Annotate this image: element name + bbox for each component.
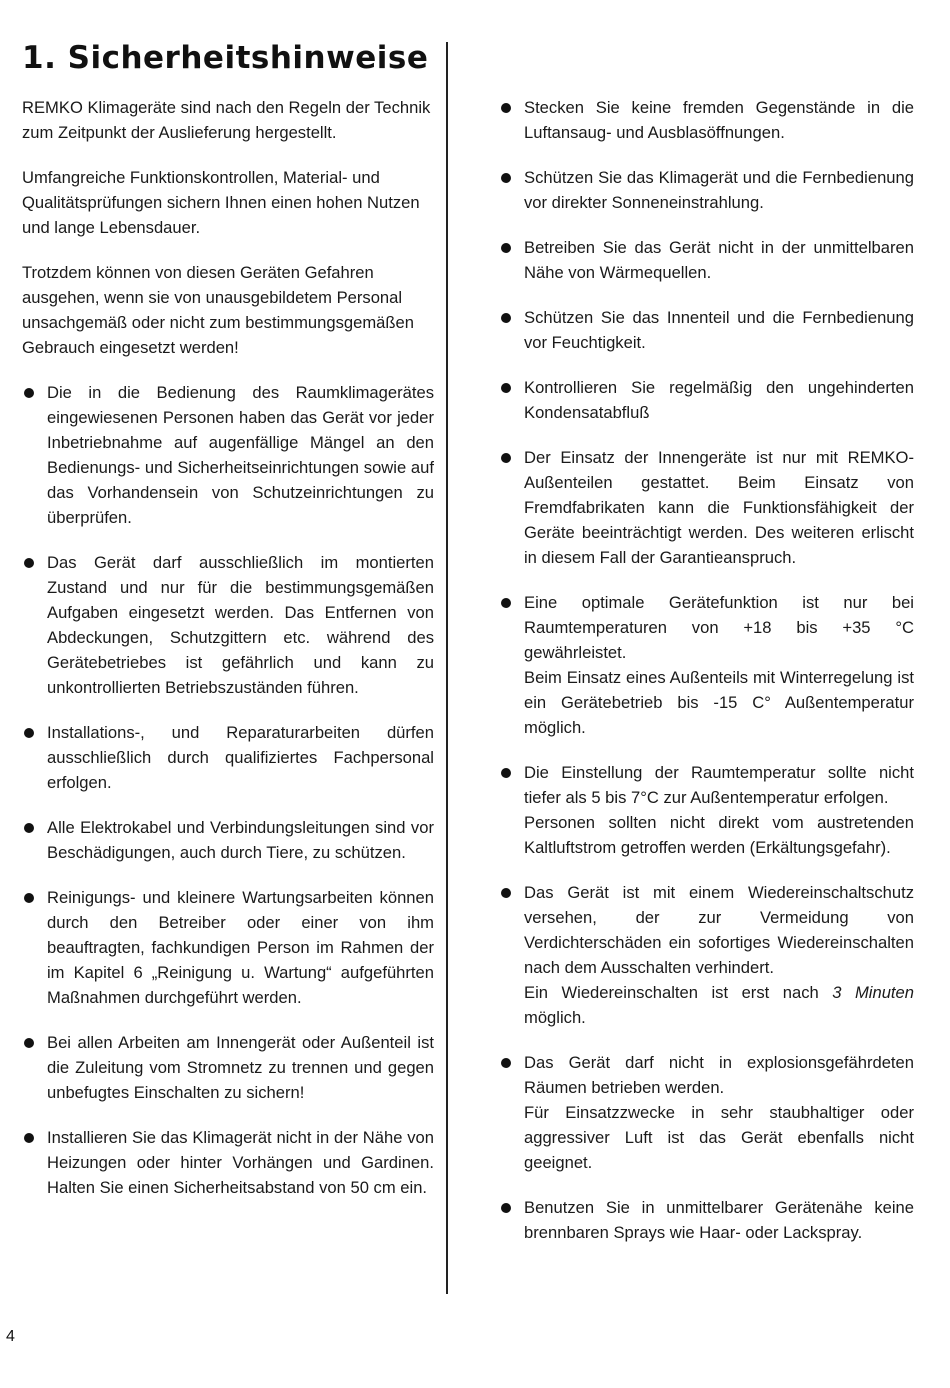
bullet-icon: [501, 313, 511, 323]
list-item-text: Für Einsatzzwecke in sehr staubhaltiger oder aggressiver Luft ist das Gerät ebenfalls nicht geeignet.: [524, 1103, 914, 1172]
list-item-text: Benutzen Sie in unmittelbarer Gerätenähe keine brennbaren Sprays wie Haar- oder Lackspray.: [524, 1198, 914, 1242]
list-item-text: Das Gerät darf ausschließlich im montierten Zustand und nur für die bestimmungsgemäßen Aufgaben eingesetzt werden. Das Entfernen von Abdeckungen, Schutzgittern etc. während des Gerätebetriebes ist gefährlich und kann zu unkontrollierten Betriebszuständen führen.: [47, 553, 434, 697]
list-item-text: Stecken Sie keine fremden Gegenstände in die Luftansaug- und Ausblasöffnungen.: [524, 98, 914, 142]
intro-paragraph: Trotzdem können von diesen Geräten Gefahren ausgehen, wenn sie von unausgebildetem Personal unsachgemäß oder nicht zum bestimmungsgemäßen Gebrauch eingesetzt werden!: [22, 263, 414, 357]
bullet-icon: [501, 598, 511, 608]
list-item: [499, 760, 914, 860]
list-item-text: Bei allen Arbeiten am Innengerät oder Außenteil ist die Zuleitung vom Stromnetz zu trennen und gegen unbefugtes Einschalten zu sichern!: [47, 1033, 434, 1102]
list-item-text: Installations-, und Reparaturarbeiten dürfen ausschließlich durch qualifiziertes Fachpersonal erfolgen.: [47, 723, 434, 792]
list-item: [22, 885, 434, 1010]
list-item: [22, 1030, 434, 1105]
list-item-text: Schützen Sie das Klimagerät und die Fernbedienung vor direkter Sonneneinstrahlung.: [524, 168, 914, 212]
list-item: [499, 235, 914, 285]
bullet-icon: [24, 728, 34, 738]
list-item-text: Kontrollieren Sie regelmäßig den ungehinderten Kondensatabfluß: [524, 378, 914, 422]
list-item: [22, 815, 434, 865]
list-item: [499, 880, 914, 1030]
list-item-text: Alle Elektrokabel und Verbindungsleitungen sind vor Beschädigungen, auch durch Tiere, zu schützen.: [47, 818, 434, 862]
intro-paragraph: Umfangreiche Funktionskontrollen, Material- und Qualitätsprüfungen sichern Ihnen einen hohen Nutzen und lange Lebensdauer.: [22, 168, 420, 237]
list-item: [22, 550, 434, 700]
list-item-text: Die Einstellung der Raumtemperatur sollte nicht tiefer als 5 bis 7°C zur Außentemperatur erfolgen.: [524, 763, 914, 807]
page-title: 1. Sicherheitshinweise: [22, 40, 429, 76]
bullet-icon: [501, 1203, 511, 1213]
bullet-icon: [24, 1133, 34, 1143]
left-bullet-list: [22, 380, 434, 1200]
bullet-icon: [24, 388, 34, 398]
list-item-text: Schützen Sie das Innenteil und die Fernbedienung vor Feuchtigkeit.: [524, 308, 914, 352]
list-item: [499, 1195, 914, 1245]
list-item-text: Der Einsatz der Innengeräte ist nur mit REMKO-Außenteilen gestattet. Beim Einsatz von Fremdfabrikaten kann die Funktionsfähigkeit der Geräte beeinträchtigt werden. Des weiteren erlischt in diesem Fall der Garantieanspruch.: [524, 448, 914, 567]
list-item: [499, 590, 914, 740]
bullet-icon: [501, 383, 511, 393]
bullet-icon: [501, 103, 511, 113]
bullet-icon: [24, 823, 34, 833]
column-divider: [446, 42, 448, 1294]
bullet-icon: [501, 243, 511, 253]
list-item: [499, 1050, 914, 1175]
list-item: [499, 305, 914, 355]
list-item-text: Beim Einsatz eines Außenteils mit Winterregelung ist ein Gerätebetrieb bis -15 C° Außentemperatur möglich.: [524, 668, 914, 737]
list-item: [22, 720, 434, 795]
bullet-icon: [501, 1058, 511, 1068]
list-item: [499, 165, 914, 215]
restart-delay: 3 Minuten: [832, 983, 914, 1002]
list-item-text: Das Gerät ist mit einem Wiedereinschaltschutz versehen, der zur Vermeidung von Verdichterschäden ein sofortiges Wiedereinschalten nach dem Ausschalten verhindert.: [524, 883, 914, 977]
left-column: [22, 95, 434, 1220]
list-item: [499, 375, 914, 425]
list-item-text: [524, 980, 914, 1030]
list-item-text: Reinigungs- und kleinere Wartungsarbeiten können durch den Betreiber oder einer von ihm beauftragten, fachkundigen Person im Rahmen der im Kapitel 6 „Reinigung u. Wartung“ aufgeführten Maßnahmen durchgeführt werden.: [47, 888, 434, 1007]
intro-paragraph: REMKO Klimageräte sind nach den Regeln der Technik zum Zeitpunkt der Auslieferung hergestellt.: [22, 98, 431, 142]
restart-text-end: möglich.: [524, 1008, 586, 1027]
list-item: [22, 1125, 434, 1200]
bullet-icon: [24, 558, 34, 568]
bullet-icon: [501, 768, 511, 778]
restart-text: Ein Wiedereinschalten ist erst nach: [524, 983, 833, 1002]
right-bullet-list: [499, 95, 914, 1245]
bullet-icon: [24, 893, 34, 903]
bullet-icon: [501, 453, 511, 463]
list-item: [499, 445, 914, 570]
list-item-text: Eine optimale Gerätefunktion ist nur bei Raumtemperaturen von +18 bis +35 °C gewährleistet.: [524, 593, 914, 662]
bullet-icon: [24, 1038, 34, 1048]
list-item-text: Das Gerät darf nicht in explosionsgefährdeten Räumen betrieben werden.: [524, 1053, 914, 1097]
list-item: [499, 95, 914, 145]
list-item: [22, 380, 434, 530]
list-item-text: Installieren Sie das Klimagerät nicht in der Nähe von Heizungen oder hinter Vorhängen und Gardinen. Halten Sie einen Sicherheitsabstand von 50 cm ein.: [47, 1128, 434, 1197]
bullet-icon: [501, 888, 511, 898]
page-number: 4: [6, 1328, 15, 1345]
list-item-text: Betreiben Sie das Gerät nicht in der unmittelbaren Nähe von Wärmequellen.: [524, 238, 914, 282]
list-item-text: Die in die Bedienung des Raumklimagerätes eingewiesenen Personen haben das Gerät vor jeder Inbetriebnahme auf augenfällige Mängel an den Bedienungs- und Sicherheitseinrichtungen sowie auf das Vorhandensein von Schutzeinrichtungen zu überprüfen.: [47, 383, 434, 527]
list-item-text: Personen sollten nicht direkt vom austretenden Kaltluftstrom getroffen werden (Erkältungsgefahr).: [524, 813, 914, 857]
right-column: [499, 95, 914, 1265]
bullet-icon: [501, 173, 511, 183]
